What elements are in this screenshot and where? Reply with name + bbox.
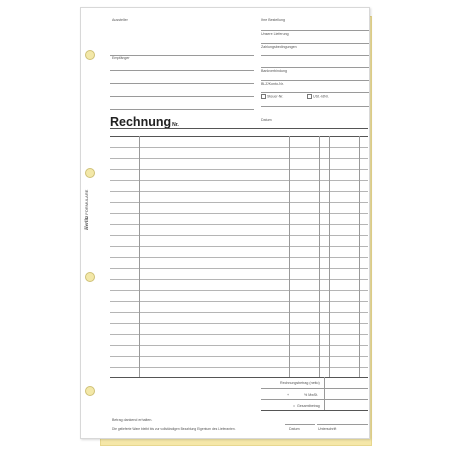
tax-number-label: Steuer-Nr. bbox=[267, 94, 284, 99]
retention-of-title-text: Die gelieferte Ware bleibt bis zur vollständigen Bezahlung Eigentum des Lieferanten. bbox=[112, 427, 236, 431]
vat-line bbox=[261, 399, 368, 400]
equals-sign: = bbox=[293, 404, 296, 408]
brand-label bbox=[84, 190, 90, 230]
invoice-title bbox=[110, 115, 179, 129]
recipient-line-4 bbox=[110, 109, 254, 110]
tax-number-checkbox[interactable] bbox=[261, 94, 266, 99]
payment-terms-line-2 bbox=[261, 67, 369, 68]
footer-date-label: Datum bbox=[289, 427, 300, 431]
table-col-divider-5 bbox=[359, 136, 360, 377]
plus-sign: + bbox=[287, 393, 290, 397]
vat-id-field bbox=[307, 94, 329, 99]
bank-label: Bankverbindung bbox=[261, 69, 287, 73]
vat-id-label: USt.-IdNr. bbox=[313, 94, 329, 99]
tax-line bbox=[261, 106, 369, 107]
your-order-label: Ihre Bestellung bbox=[261, 18, 285, 22]
blz-account-label: BLZ/Konto-Nr. bbox=[261, 82, 284, 86]
payment-terms-line-1 bbox=[261, 55, 369, 56]
gross-total-line bbox=[261, 410, 368, 411]
supplier-line bbox=[110, 55, 254, 56]
recipient-label: Empfänger bbox=[112, 56, 130, 60]
brand-product-label: FORMULARE bbox=[84, 189, 89, 215]
tax-number-field bbox=[261, 94, 283, 99]
bank-line bbox=[261, 80, 369, 81]
vat-label: % MwSt. bbox=[304, 393, 319, 397]
footer-signature-line bbox=[317, 424, 368, 425]
punch-hole-2 bbox=[85, 168, 95, 178]
gross-total-label: Gesamtbetrag bbox=[297, 404, 320, 408]
date-label: Datum bbox=[261, 118, 272, 122]
invoice-title-text: Rechnung bbox=[110, 115, 172, 129]
table-col-divider-1 bbox=[139, 136, 140, 377]
footer-signature-label: Unterschrift bbox=[318, 427, 337, 431]
supplier-label: Aussteller bbox=[112, 18, 128, 22]
table-col-divider-3 bbox=[319, 136, 320, 377]
footer-date-line bbox=[285, 424, 315, 425]
punch-hole-1 bbox=[85, 50, 95, 60]
punch-hole-3 bbox=[85, 272, 95, 282]
our-delivery-line bbox=[261, 43, 369, 44]
amount-received-text: Betrag dankend erhalten. bbox=[112, 418, 153, 422]
punch-hole-4 bbox=[85, 386, 95, 396]
table-col-divider-2 bbox=[289, 136, 290, 377]
net-amount-line bbox=[261, 388, 368, 389]
invoice-form-sheet bbox=[80, 7, 370, 439]
title-underline bbox=[110, 128, 368, 129]
invoice-number-label: Nr. bbox=[172, 122, 179, 128]
net-amount-label: Rechnungsbetrag (netto) bbox=[280, 381, 320, 385]
payment-terms-label: Zahlungsbedingungen bbox=[261, 45, 297, 49]
recipient-line-1 bbox=[110, 70, 254, 71]
blz-account-line bbox=[261, 92, 369, 93]
table-col-divider-4 bbox=[329, 136, 330, 377]
vat-id-checkbox[interactable] bbox=[307, 94, 312, 99]
recipient-line-3 bbox=[110, 96, 254, 97]
recipient-line-2 bbox=[110, 83, 254, 84]
your-order-line bbox=[261, 30, 369, 31]
brand-logo: Herlitz bbox=[85, 215, 90, 230]
totals-divider bbox=[324, 377, 325, 410]
our-delivery-label: Unsere Lieferung bbox=[261, 32, 289, 36]
items-table bbox=[110, 136, 368, 377]
